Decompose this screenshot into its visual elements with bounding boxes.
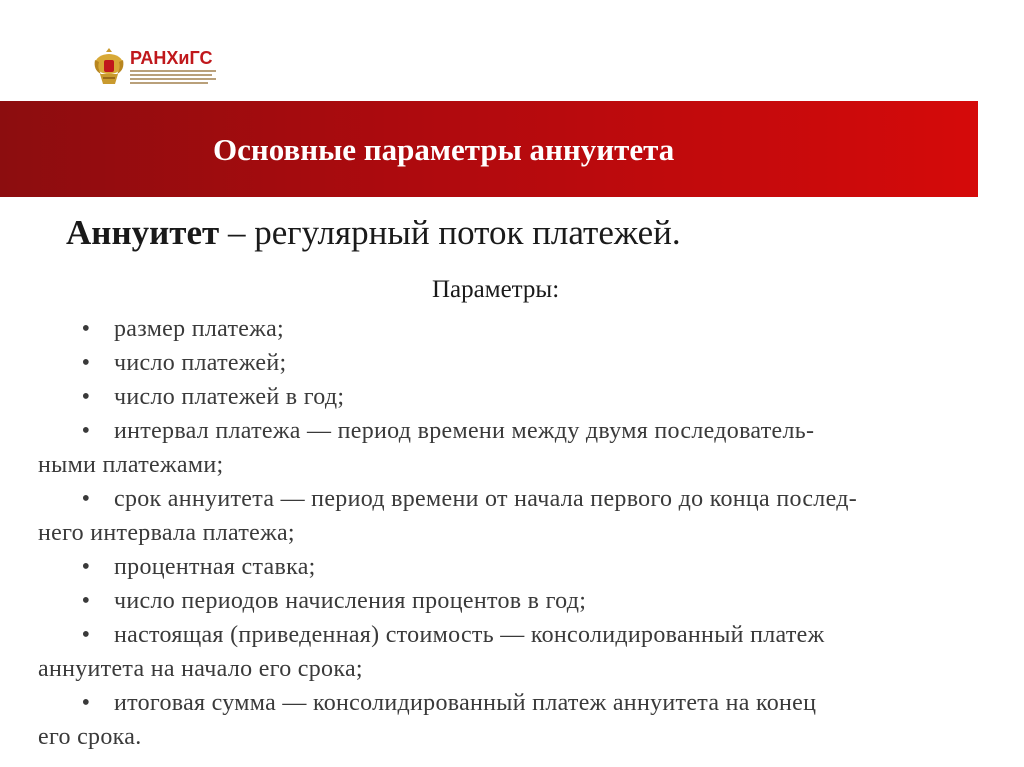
ranepa-logo	[92, 44, 216, 88]
double-headed-eagle-emblem-icon	[92, 44, 126, 88]
definition-text: – регулярный поток платежей.	[219, 213, 681, 252]
parameter-text: число платежей в год;	[114, 384, 345, 410]
logo-subtitle-lines	[130, 70, 216, 84]
bullet-icon: •	[81, 690, 91, 716]
parameter-text: размер платежа;	[114, 316, 285, 342]
parameter-item-continuation	[38, 516, 986, 550]
parameter-item-continuation	[38, 652, 986, 686]
logo-name: РАНХиГС	[130, 48, 213, 68]
bullet-icon: •	[81, 622, 91, 648]
bullet-icon: •	[81, 316, 91, 342]
parameter-item	[38, 550, 986, 584]
parameter-text: число периодов начисления процентов в год;	[114, 588, 587, 614]
bullet-icon: •	[81, 350, 91, 376]
definition-term: Аннуитет	[66, 213, 220, 252]
parameter-item	[38, 482, 986, 516]
title-banner	[0, 101, 978, 197]
page-title: Основные параметры аннуитета	[213, 131, 675, 167]
bullet-icon: •	[81, 588, 91, 614]
parameters-list	[38, 312, 986, 754]
parameter-item	[38, 346, 986, 380]
parameter-text: его срока.	[38, 724, 142, 750]
parameter-text: настоящая (приведенная) стоимость — консолидированный платеж	[114, 622, 825, 648]
parameter-text: срок аннуитета — период времени от начала первого до конца послед-	[114, 486, 858, 512]
parameter-item	[38, 618, 986, 652]
parameter-text: число платежей;	[114, 350, 287, 376]
parameter-text: аннуитета на начало его срока;	[38, 656, 363, 682]
bullet-icon: •	[81, 554, 91, 580]
parameter-item-continuation	[38, 448, 986, 482]
parameter-text: итоговая сумма — консолидированный платеж аннуитета на конец	[114, 690, 817, 716]
parameter-item-continuation	[38, 720, 986, 754]
parameter-item	[38, 414, 986, 448]
parameter-text: интервал платежа — период времени между двумя последователь-	[114, 418, 815, 444]
parameter-item	[38, 686, 986, 720]
bullet-icon: •	[81, 486, 91, 512]
annuity-definition	[66, 212, 681, 254]
bullet-icon: •	[81, 384, 91, 410]
parameter-text: процентная ставка;	[114, 554, 316, 580]
parameters-heading: Параметры:	[432, 276, 560, 303]
parameter-item	[38, 584, 986, 618]
parameter-item	[38, 312, 986, 346]
parameter-text: ными платежами;	[38, 452, 224, 478]
parameter-item	[38, 380, 986, 414]
bullet-icon: •	[81, 418, 91, 444]
parameter-text: него интервала платежа;	[38, 520, 295, 546]
